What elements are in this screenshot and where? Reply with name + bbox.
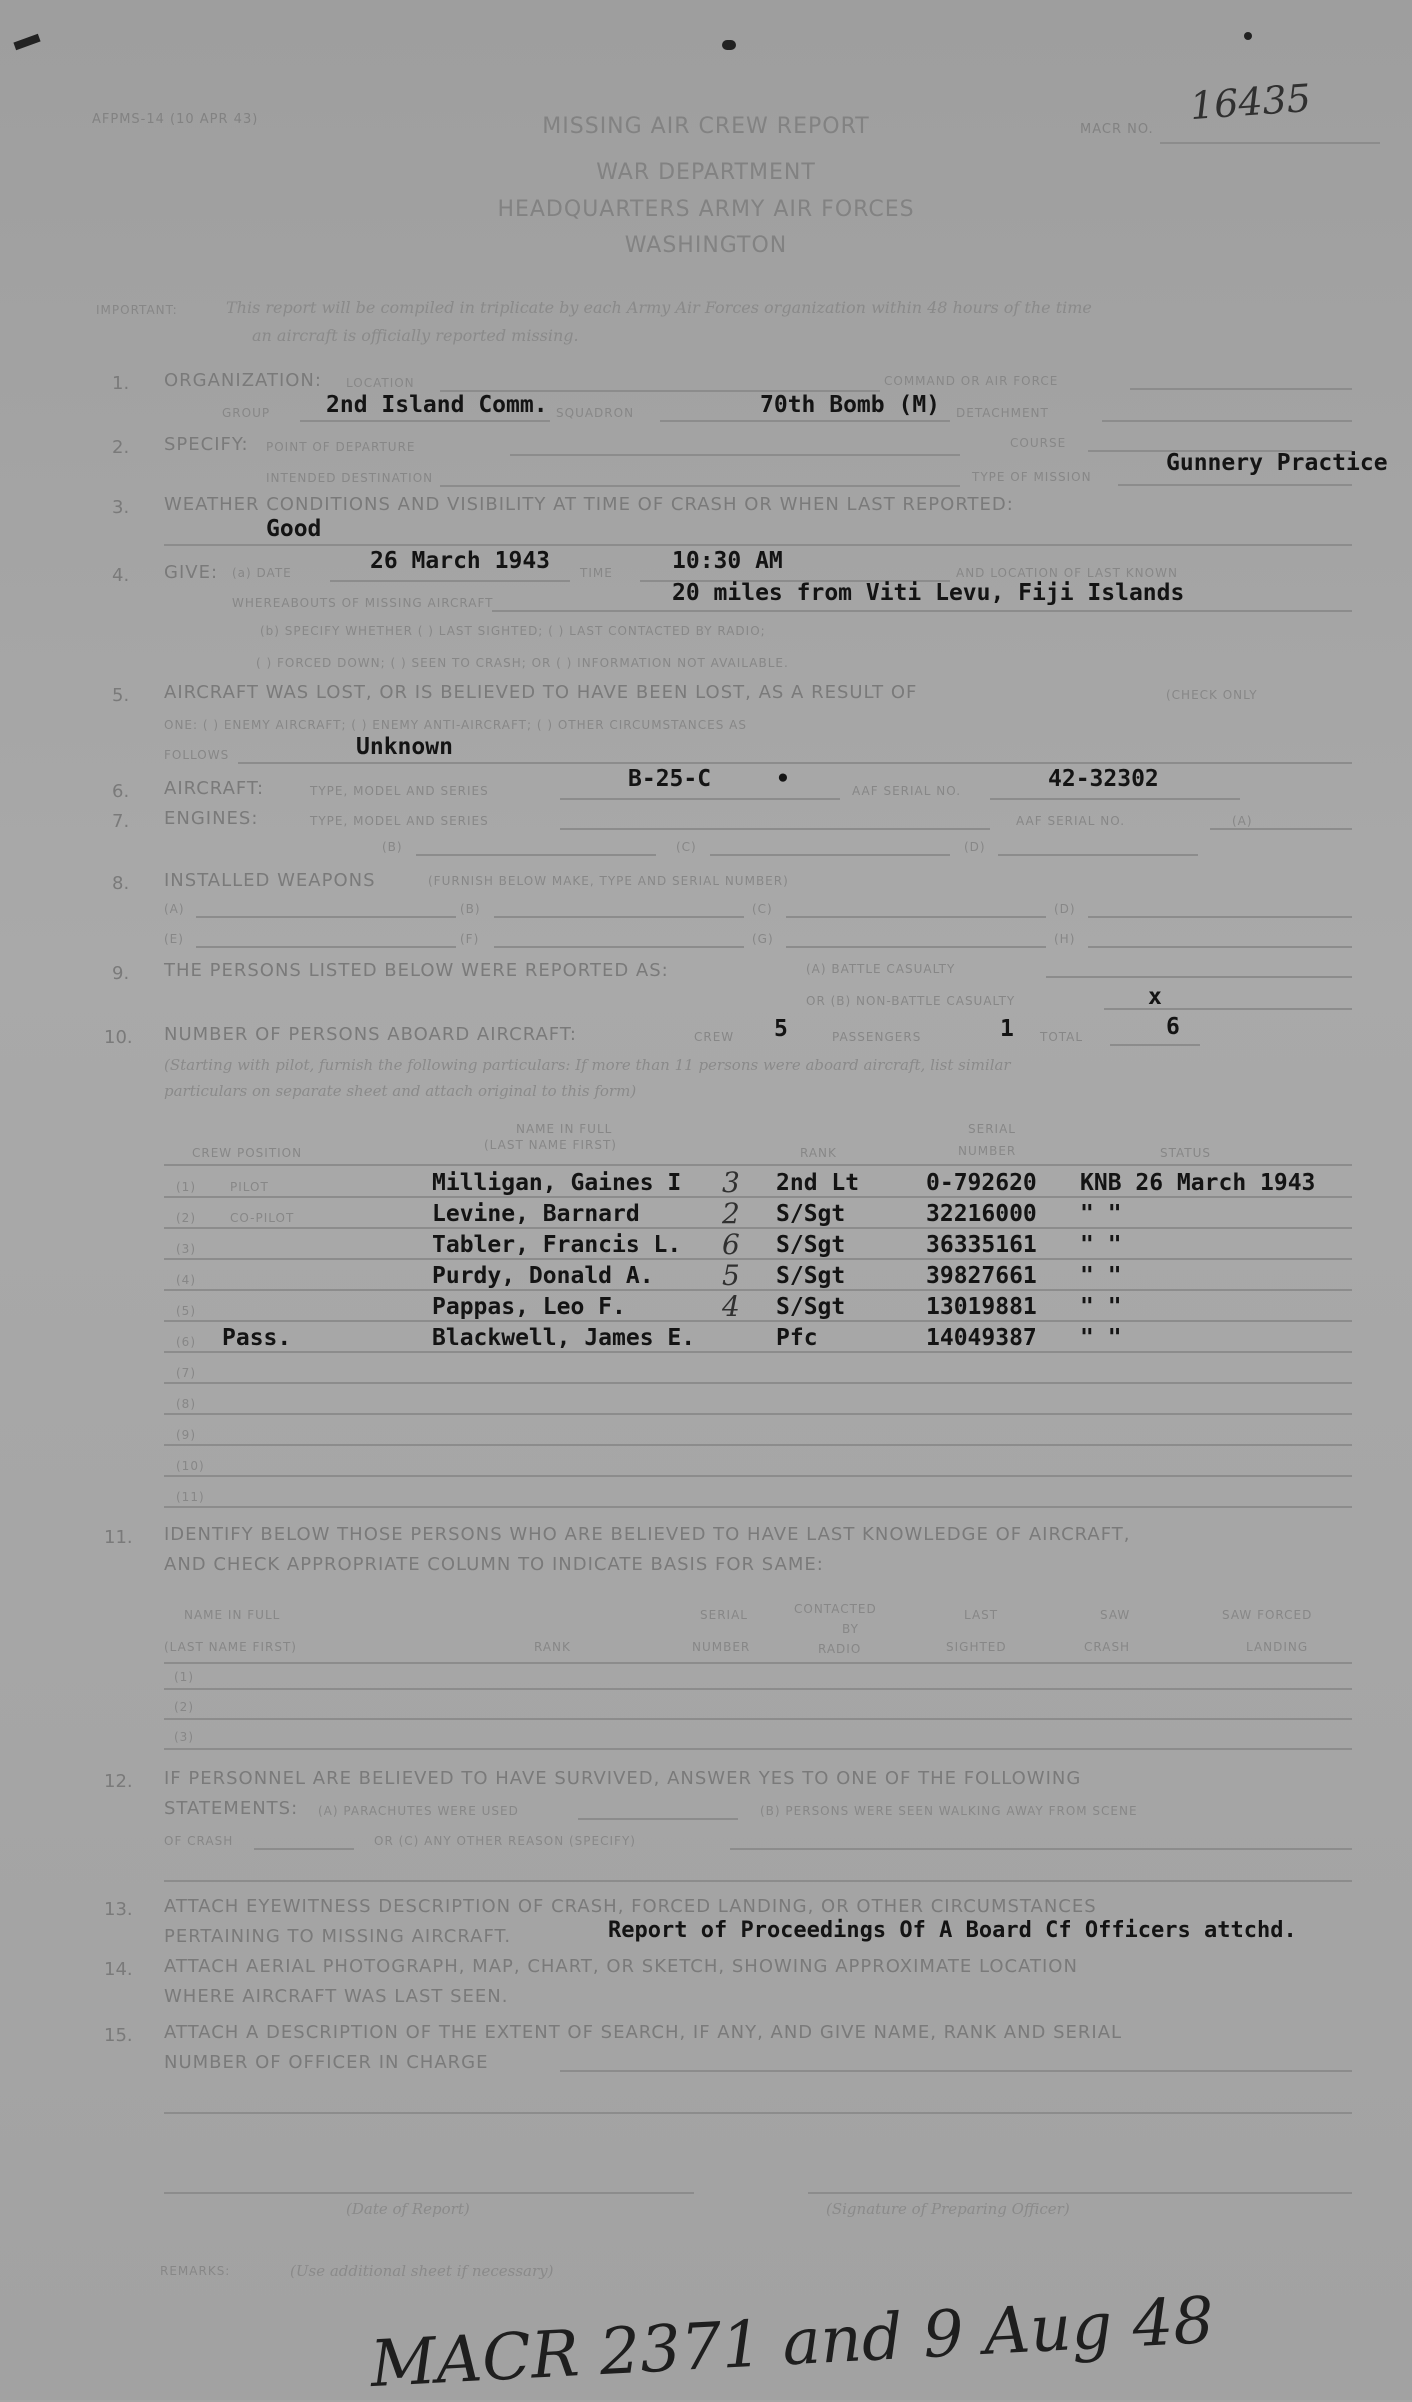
date-of-report-line	[164, 2192, 694, 2194]
group-label: GROUP	[222, 406, 271, 420]
parachutes-label: (A) PARACHUTES WERE USED	[318, 1804, 519, 1818]
crew-value: 5	[774, 1016, 788, 1042]
crew-row-line	[164, 1506, 1352, 1508]
knowledge-row-2-line	[164, 1718, 1352, 1720]
k-col-name-1: NAME IN FULL	[184, 1608, 281, 1622]
persons-instructions-2: particulars on separate sheet and attach original to this form)	[164, 1082, 637, 1100]
engines-d-line	[998, 854, 1198, 856]
search-line-2: NUMBER OF OFFICER IN CHARGE	[164, 2052, 489, 2073]
parachutes-line	[578, 1818, 738, 1820]
squadron-line	[660, 420, 950, 422]
command-line	[1130, 388, 1352, 390]
weapon-d-line	[1088, 916, 1352, 918]
aircraft-type-value: B-25-C	[628, 766, 712, 792]
macr-label: MACR NO.	[1080, 122, 1154, 137]
scan-mark-top-center	[722, 40, 736, 50]
date-line	[330, 580, 570, 582]
crew-row-index: (10)	[176, 1459, 205, 1473]
crew-row-line	[164, 1196, 1352, 1198]
k-col-serial-1: SERIAL	[700, 1608, 748, 1622]
crew-row-line	[164, 1475, 1352, 1477]
k-col-saw-2: CRASH	[1084, 1640, 1131, 1654]
crew-row-status: KNB 26 March 1943	[1080, 1170, 1316, 1196]
item-3-number: 3.	[112, 497, 130, 518]
whereabouts-label: WHEREABOUTS OF MISSING AIRCRAFT	[232, 596, 494, 610]
persons-aboard-label: NUMBER OF PERSONS ABOARD AIRCRAFT:	[164, 1024, 577, 1045]
survived-line-1: IF PERSONNEL ARE BELIEVED TO HAVE SURVIVED, ANSWER YES TO ONE OF THE FOLLOWING	[164, 1768, 1082, 1789]
follows-line	[238, 762, 1352, 764]
survived-statements-label: STATEMENTS:	[164, 1798, 299, 1819]
crew-row-serial: 0-792620	[926, 1170, 1037, 1196]
k-col-contacted-2: BY	[842, 1622, 859, 1636]
circumstances-value: Unknown	[356, 734, 453, 760]
k-col-forced-2: LANDING	[1246, 1640, 1309, 1654]
aircraft-serial-label: AAF SERIAL NO.	[852, 784, 962, 798]
detachment-label: DETACHMENT	[956, 406, 1049, 420]
crew-row-hand-number: 3	[722, 1166, 740, 1199]
crew-row-serial: 39827661	[926, 1263, 1037, 1289]
remarks-label: REMARKS:	[160, 2264, 231, 2278]
of-crash-line	[254, 1848, 354, 1850]
k-col-saw-1: SAW	[1100, 1608, 1131, 1622]
crew-row-hand-number: 2	[722, 1197, 740, 1230]
weapon-d-label: (D)	[1054, 902, 1076, 916]
col-serial-2: NUMBER	[958, 1144, 1017, 1158]
engines-label: ENGINES:	[164, 808, 259, 829]
signature-line	[808, 2192, 1352, 2194]
k-col-last-1: LAST	[964, 1608, 999, 1622]
aerial-line-2: WHERE AIRCRAFT WAS LAST SEEN.	[164, 1986, 509, 2007]
squadron-label: SQUADRON	[556, 406, 635, 420]
crew-row-index: (7)	[176, 1366, 196, 1380]
aircraft-dot: •	[776, 766, 790, 792]
col-crew-position: CREW POSITION	[192, 1146, 303, 1160]
persons-instructions-1: (Starting with pilot, furnish the following particulars: If more than 11 persons were aboard aircraft, list similar	[164, 1056, 1011, 1074]
crew-row-index: (11)	[176, 1490, 205, 1504]
location-label: LOCATION	[346, 376, 415, 390]
weapons-sublabel: (FURNISH BELOW MAKE, TYPE AND SERIAL NUMBER)	[428, 874, 789, 888]
form-title: MISSING AIR CREW REPORT	[542, 114, 870, 139]
form-number: AFPMS-14 (10 APR 43)	[92, 112, 259, 127]
weapon-a-label: (A)	[164, 902, 185, 916]
engines-c-label: (C)	[676, 840, 697, 854]
item-8-number: 8.	[112, 873, 130, 894]
item-12-number: 12.	[104, 1771, 133, 1792]
signature-label: (Signature of Preparing Officer)	[826, 2200, 1070, 2218]
col-rank: RANK	[800, 1146, 837, 1160]
crew-row-status: " "	[1080, 1325, 1122, 1351]
date-of-report-label: (Date of Report)	[346, 2200, 470, 2218]
non-battle-label: OR (B) NON-BATTLE CASUALTY	[806, 994, 1016, 1008]
detachment-line	[1102, 420, 1352, 422]
k-col-serial-2: NUMBER	[692, 1640, 751, 1654]
item-1-number: 1.	[112, 373, 130, 394]
crew-row-rank: S/Sgt	[776, 1263, 846, 1289]
crew-row-index: (9)	[176, 1428, 196, 1442]
date-label: (a) DATE	[232, 566, 292, 580]
aircraft-label: AIRCRAFT:	[164, 778, 265, 799]
weapon-g-label: (G)	[752, 932, 774, 946]
crew-header-line	[164, 1164, 1352, 1166]
crew-row-rank: 2nd Lt	[776, 1170, 860, 1196]
aircraft-serial-value: 42-32302	[1048, 766, 1159, 792]
eyewitness-line-2: PERTAINING TO MISSING AIRCRAFT.	[164, 1926, 512, 1947]
department-line: WAR DEPARTMENT	[596, 160, 816, 185]
eyewitness-value: Report of Proceedings Of A Board Cf Officers attchd.	[608, 1918, 1297, 1943]
total-value: 6	[1166, 1014, 1180, 1040]
destination-label: INTENDED DESTINATION	[266, 471, 434, 485]
knowledge-row-1: (1)	[174, 1670, 194, 1684]
item-10-number: 10.	[104, 1027, 133, 1048]
k-col-contacted-3: RADIO	[818, 1642, 862, 1656]
item-15-number: 15.	[104, 2025, 133, 2046]
mission-label: TYPE OF MISSION	[972, 470, 1092, 484]
organization-label: ORGANIZATION:	[164, 370, 322, 391]
engines-serial-label: AAF SERIAL NO.	[1016, 814, 1126, 828]
crew-row-status: " "	[1080, 1263, 1122, 1289]
crew-row-line	[164, 1289, 1352, 1291]
scan-mark-top-left	[13, 34, 40, 50]
specify-label: SPECIFY:	[164, 434, 249, 455]
crew-row-serial: 14049387	[926, 1325, 1037, 1351]
check-only-label: (CHECK ONLY	[1166, 688, 1258, 702]
k-col-contacted-1: CONTACTED	[794, 1602, 877, 1616]
important-line-2: an aircraft is officially reported missing.	[252, 326, 579, 345]
aircraft-serial-line	[990, 798, 1240, 800]
weather-value: Good	[266, 516, 322, 542]
weapon-a-line	[196, 916, 456, 918]
other-reason-line	[730, 1848, 1352, 1850]
crew-row-serial: 36335161	[926, 1232, 1037, 1258]
headquarters-line: HEADQUARTERS ARMY AIR FORCES	[497, 197, 915, 222]
time-value: 10:30 AM	[672, 548, 783, 574]
other-reason-label: OR (C) ANY OTHER REASON (SPECIFY)	[374, 1834, 636, 1848]
weapons-label: INSTALLED WEAPONS	[164, 870, 376, 891]
item-6-number: 6.	[112, 781, 130, 802]
crew-row-index: (6)	[176, 1335, 196, 1349]
crew-row-status: " "	[1080, 1232, 1122, 1258]
knowledge-row-1-line	[164, 1688, 1352, 1690]
weapon-b-label: (B)	[460, 902, 481, 916]
item-13-number: 13.	[104, 1899, 133, 1920]
weapon-h-label: (H)	[1054, 932, 1076, 946]
city-line: WASHINGTON	[624, 233, 788, 258]
weapon-g-line	[786, 946, 1046, 948]
aerial-line-1: ATTACH AERIAL PHOTOGRAPH, MAP, CHART, OR SKETCH, SHOWING APPROXIMATE LOCATION	[164, 1956, 1078, 1977]
weapon-b-line	[494, 916, 744, 918]
crew-row-line	[164, 1258, 1352, 1260]
departure-line	[510, 454, 960, 456]
crew-row-position: Pass.	[222, 1325, 292, 1351]
crew-label: CREW	[694, 1030, 735, 1044]
squadron-value: 70th Bomb (M)	[760, 392, 941, 418]
item-7-number: 7.	[112, 811, 130, 832]
crew-row-name: Levine, Barnard	[432, 1201, 640, 1227]
crew-row-rank: S/Sgt	[776, 1201, 846, 1227]
crew-row-line	[164, 1351, 1352, 1353]
engines-b-label: (B)	[382, 840, 403, 854]
follows-label: FOLLOWS	[164, 748, 230, 762]
engines-serial-a: (A)	[1232, 814, 1253, 828]
crew-row-index: (5)	[176, 1304, 196, 1318]
weapon-f-label: (F)	[460, 932, 480, 946]
crew-row-index: (4)	[176, 1273, 196, 1287]
item-2-number: 2.	[112, 437, 130, 458]
engines-b-line	[416, 854, 656, 856]
crew-row-index: (8)	[176, 1397, 196, 1411]
crew-row-name: Tabler, Francis L.	[432, 1232, 682, 1258]
crew-row-position: CO-PILOT	[230, 1211, 295, 1225]
item-5-number: 5.	[112, 685, 130, 706]
specify-whether-label: (b) SPECIFY WHETHER ( ) LAST SIGHTED; ( ) LAST CONTACTED BY RADIO;	[260, 624, 766, 638]
remarks-hint: (Use additional sheet if necessary)	[290, 2262, 554, 2280]
casualty-label: THE PERSONS LISTED BELOW WERE REPORTED AS:	[164, 960, 669, 981]
item-9-number: 9.	[112, 963, 130, 984]
walking-away-label: (B) PERSONS WERE SEEN WALKING AWAY FROM SCENE	[760, 1804, 1138, 1818]
item-14-number: 14.	[104, 1959, 133, 1980]
knowledge-header-line	[164, 1662, 1352, 1664]
eyewitness-line-1: ATTACH EYEWITNESS DESCRIPTION OF CRASH, FORCED LANDING, OR OTHER CIRCUMSTANCES	[164, 1896, 1097, 1917]
destination-line	[440, 485, 960, 487]
crew-row-line	[164, 1227, 1352, 1229]
crew-row-rank: Pfc	[776, 1325, 818, 1351]
time-label: TIME	[580, 566, 613, 580]
crew-row-rank: S/Sgt	[776, 1232, 846, 1258]
lost-label-2: ONE: ( ) ENEMY AIRCRAFT; ( ) ENEMY ANTI-AIRCRAFT; ( ) OTHER CIRCUMSTANCES AS	[164, 718, 747, 732]
weapon-f-line	[494, 946, 744, 948]
battle-casualty-label: (A) BATTLE CASUALTY	[806, 962, 956, 976]
battle-casualty-line	[1046, 976, 1352, 978]
knowledge-row-3-line	[164, 1748, 1352, 1750]
crew-row-line	[164, 1413, 1352, 1415]
crew-row-rank: S/Sgt	[776, 1294, 846, 1320]
crew-row-status: " "	[1080, 1201, 1122, 1227]
engines-serial-line	[1210, 828, 1352, 830]
crew-row-line	[164, 1382, 1352, 1384]
crew-row-serial: 13019881	[926, 1294, 1037, 1320]
course-label: COURSE	[1010, 436, 1067, 450]
give-label: GIVE:	[164, 562, 219, 583]
location-known-label: AND LOCATION OF LAST KNOWN	[956, 566, 1178, 580]
aircraft-type-line	[560, 798, 840, 800]
crew-row-index: (1)	[176, 1180, 196, 1194]
item-11-number: 11.	[104, 1527, 133, 1548]
weather-line	[164, 544, 1352, 546]
crew-row-name: Milligan, Gaines I	[432, 1170, 682, 1196]
important-label: IMPORTANT:	[96, 303, 178, 317]
col-serial-1: SERIAL	[968, 1122, 1016, 1136]
lost-label-1: AIRCRAFT WAS LOST, OR IS BELIEVED TO HAVE BEEN LOST, AS A RESULT OF	[164, 682, 918, 703]
search-extra-line	[164, 2112, 1352, 2114]
crew-row-line	[164, 1320, 1352, 1322]
mission-value: Gunnery Practice	[1166, 450, 1388, 476]
command-label: COMMAND OR AIR FORCE	[884, 374, 1059, 388]
aircraft-type-label: TYPE, MODEL AND SERIES	[310, 784, 489, 798]
knowledge-row-2: (2)	[174, 1700, 194, 1714]
knowledge-row-3: (3)	[174, 1730, 194, 1744]
search-line	[560, 2070, 1352, 2072]
macr-number: 16435	[1188, 75, 1313, 129]
item-4-number: 4.	[112, 565, 130, 586]
weapon-e-line	[196, 946, 456, 948]
weapon-e-label: (E)	[164, 932, 184, 946]
crew-row-serial: 32216000	[926, 1201, 1037, 1227]
col-name-1: NAME IN FULL	[516, 1122, 613, 1136]
date-value: 26 March 1943	[370, 548, 551, 574]
engines-d-label: (D)	[964, 840, 986, 854]
engines-type-line	[560, 828, 990, 830]
crew-row-name: Pappas, Leo F.	[432, 1294, 626, 1320]
non-battle-value: x	[1148, 984, 1162, 1010]
k-col-rank: RANK	[534, 1640, 571, 1654]
crew-row-line	[164, 1444, 1352, 1446]
k-col-forced-1: SAW FORCED	[1222, 1608, 1313, 1622]
last-knowledge-line-1: IDENTIFY BELOW THOSE PERSONS WHO ARE BELIEVED TO HAVE LAST KNOWLEDGE OF AIRCRAFT,	[164, 1524, 1131, 1545]
group-line	[300, 420, 550, 422]
forced-down-label: ( ) FORCED DOWN; ( ) SEEN TO CRASH; OR ( ) INFORMATION NOT AVAILABLE.	[256, 656, 789, 670]
group-value: 2nd Island Comm.	[326, 392, 548, 418]
important-line-1: This report will be compiled in triplicate by each Army Air Forces organization within 48 hours of the time	[226, 298, 1092, 317]
engines-c-line	[710, 854, 950, 856]
k-col-last-2: SIGHTED	[946, 1640, 1007, 1654]
weapon-c-line	[786, 916, 1046, 918]
weather-label: WEATHER CONDITIONS AND VISIBILITY AT TIME OF CRASH OR WHEN LAST REPORTED:	[164, 494, 1014, 515]
passengers-value: 1	[1000, 1016, 1014, 1042]
crew-row-name: Purdy, Donald A.	[432, 1263, 654, 1289]
location-value: 20 miles from Viti Levu, Fiji Islands	[672, 580, 1185, 606]
crew-row-hand-number: 6	[722, 1228, 740, 1261]
weapon-c-label: (C)	[752, 902, 773, 916]
of-crash-label: OF CRASH	[164, 1834, 234, 1848]
crew-row-index: (3)	[176, 1242, 196, 1256]
survived-extra-line	[164, 1880, 1352, 1882]
passengers-label: PASSENGERS	[832, 1030, 922, 1044]
total-label: TOTAL	[1040, 1030, 1084, 1044]
total-line	[1110, 1044, 1200, 1046]
crew-row-name: Blackwell, James E.	[432, 1325, 696, 1351]
crew-row-hand-number: 4	[722, 1290, 740, 1323]
scan-mark-top-right	[1244, 32, 1252, 40]
location-value-line	[492, 610, 1352, 612]
last-knowledge-line-2: AND CHECK APPROPRIATE COLUMN TO INDICATE BASIS FOR SAME:	[164, 1554, 824, 1575]
crew-row-index: (2)	[176, 1211, 196, 1225]
crew-row-hand-number: 5	[722, 1259, 740, 1292]
non-battle-line	[1104, 1008, 1352, 1010]
mission-line	[1118, 484, 1352, 486]
engines-type-label: TYPE, MODEL AND SERIES	[310, 814, 489, 828]
crew-row-status: " "	[1080, 1294, 1122, 1320]
search-line-1: ATTACH A DESCRIPTION OF THE EXTENT OF SEARCH, IF ANY, AND GIVE NAME, RANK AND SERIAL	[164, 2022, 1123, 2043]
macr-underline	[1160, 142, 1380, 144]
col-status: STATUS	[1160, 1146, 1212, 1160]
k-col-name-2: (LAST NAME FIRST)	[164, 1640, 297, 1654]
handwritten-remark: MACR 2371 and 9 Aug 48	[368, 2283, 1216, 2402]
crew-row-position: PILOT	[230, 1180, 269, 1194]
weapon-h-line	[1088, 946, 1352, 948]
col-name-2: (LAST NAME FIRST)	[484, 1138, 617, 1152]
departure-label: POINT OF DEPARTURE	[266, 440, 416, 454]
